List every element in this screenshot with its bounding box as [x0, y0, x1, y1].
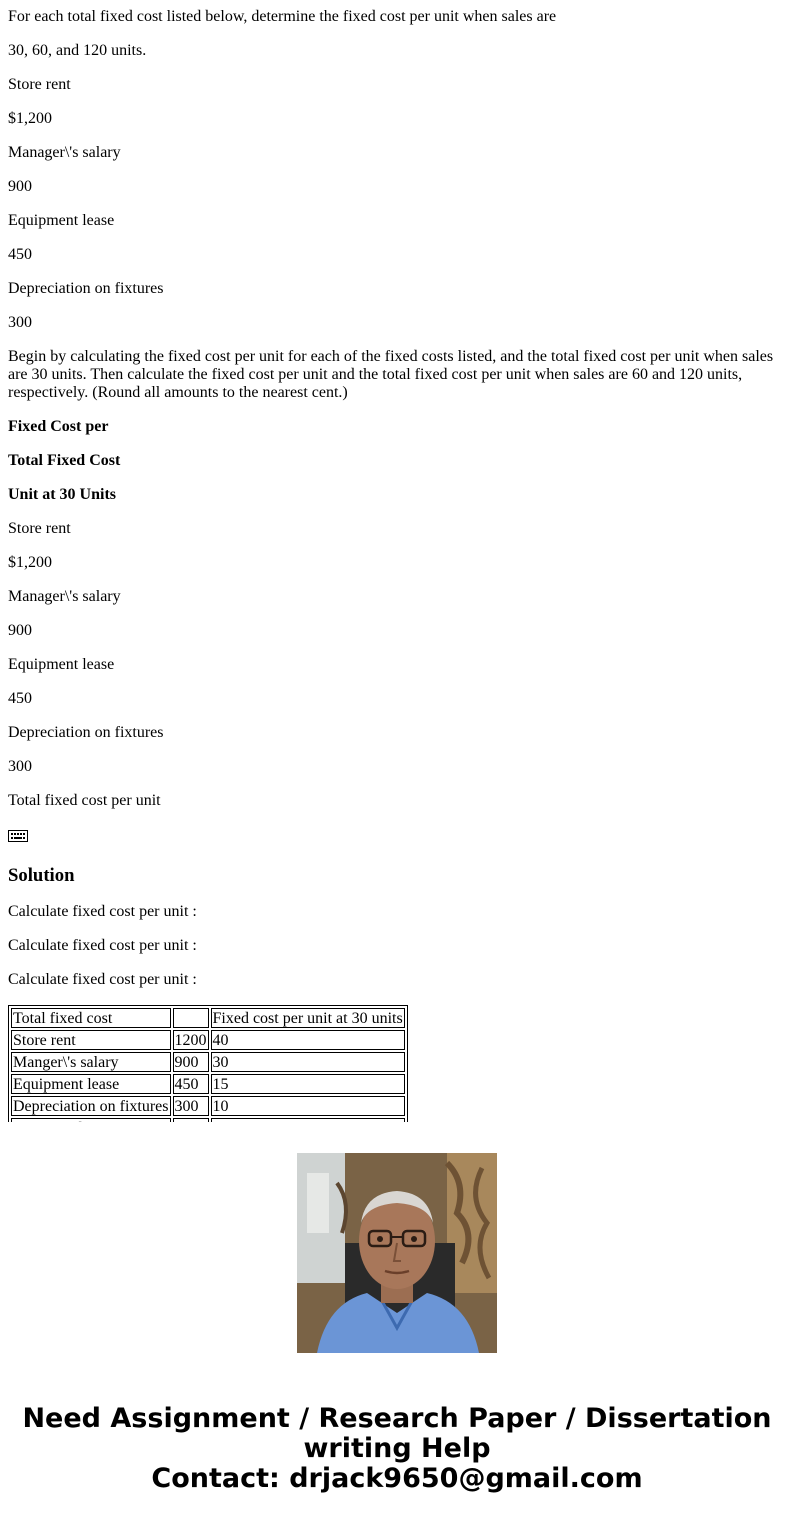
header-unit-at-30: Unit at 30 Units	[8, 486, 117, 503]
table-cell: Store rent	[11, 1030, 171, 1050]
cost-label: Depreciation on fixtures	[8, 280, 164, 297]
cost-value: $1,200	[8, 110, 52, 127]
table-header-cell: Total fixed cost	[11, 1008, 171, 1028]
table-cell: Depreciation on fixtures	[13, 1097, 169, 1115]
cost-value: 450	[8, 690, 32, 707]
instructions: Begin by calculating the fixed cost per unit for each of the fixed costs listed, and the total fixed cost per unit when sales are 30 units. Then calculate the fixed cost per unit and the total fixed cost per unit when sales are 60 and 120 units, respectively. (Round all amounts to the nearest cent.)	[8, 348, 774, 401]
table-row	[11, 1074, 405, 1094]
solution-line: Calculate fixed cost per unit :	[8, 903, 197, 920]
table-row	[11, 1052, 405, 1072]
promo-line: Need Assignment / Research Paper / Dissertation	[22, 1403, 772, 1434]
promo-text	[0, 1404, 794, 1494]
cost-label: Manager\'s salary	[8, 144, 121, 161]
table-cell: 10	[211, 1096, 405, 1116]
table-cell: 450	[173, 1074, 209, 1094]
solution-heading: Solution	[8, 865, 75, 886]
portrait-image	[297, 1153, 497, 1353]
cost-value: 450	[8, 246, 32, 263]
cost-label: Store rent	[8, 520, 71, 537]
cost-label: Equipment lease	[8, 656, 115, 673]
cost-value: $1,200	[8, 554, 52, 571]
table-cell: 40	[211, 1030, 405, 1050]
table-header-cell: Fixed cost per unit at 30 units	[212, 1009, 403, 1027]
table-cell: Manger\'s salary	[11, 1052, 171, 1072]
solution-line: Calculate fixed cost per unit :	[8, 971, 197, 988]
cost-value: 900	[8, 178, 32, 195]
table-row	[11, 1096, 405, 1116]
table-header-cell	[173, 1008, 209, 1028]
cost-label: Equipment lease	[8, 212, 115, 229]
cost-value: 300	[8, 758, 32, 775]
table-header-row	[11, 1008, 405, 1028]
total-row-label: Total fixed cost per unit	[8, 792, 161, 809]
header-total-fixed-cost: Total Fixed Cost	[8, 452, 121, 469]
solution-table	[8, 1005, 408, 1141]
table-cell: 30	[211, 1052, 405, 1072]
promo-line: writing Help	[303, 1433, 491, 1464]
table-cell: 1200	[174, 1031, 207, 1049]
cost-value: 900	[8, 622, 32, 639]
cost-label: Store rent	[8, 76, 71, 93]
table-cell: 15	[211, 1074, 405, 1094]
table-row	[11, 1030, 405, 1050]
cost-value: 300	[8, 314, 32, 331]
intro-line-2: 30, 60, and 120 units.	[8, 42, 147, 59]
table-cell: Equipment lease	[11, 1074, 171, 1094]
avatar-photo	[297, 1153, 497, 1353]
solution-line: Calculate fixed cost per unit :	[8, 937, 197, 954]
cost-label: Depreciation on fixtures	[8, 724, 164, 741]
table-cell: 900	[173, 1052, 209, 1072]
header-fixed-cost-per: Fixed Cost per	[8, 418, 109, 435]
document-content	[8, 0, 786, 1122]
intro-line-1: For each total fixed cost listed below, determine the fixed cost per unit when sales are	[8, 8, 557, 25]
promo-contact[interactable]: Contact: drjack9650@gmail.com	[151, 1463, 643, 1494]
cost-label: Manager\'s salary	[8, 588, 121, 605]
table-cell: 300	[173, 1096, 209, 1116]
promo-footer	[0, 1122, 794, 1523]
keyboard-icon[interactable]	[8, 830, 28, 842]
